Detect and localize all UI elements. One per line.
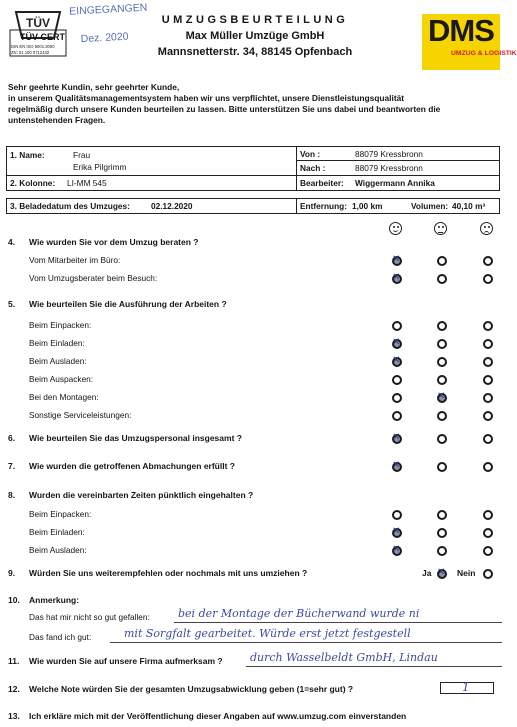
nach-label: Nach :: [300, 163, 326, 173]
von-cell: [296, 146, 500, 161]
volumen-value: 40,10 m³: [452, 201, 486, 211]
company-address: Mannsnetterstr. 34, 88145 Opfenbach: [157, 46, 353, 58]
q5-text: Wie beurteilen Sie die Ausführung der Arbeiten ?: [29, 299, 227, 309]
stamp-date-text: Dez. 2020: [80, 30, 129, 46]
datum-cell: [6, 198, 297, 214]
q5-row-2-option-0[interactable]: [392, 357, 402, 367]
q8-item-label: Beim Einladen:: [29, 527, 85, 537]
volumen-label: Volumen:: [411, 201, 449, 211]
q10-good-answer[interactable]: mit Sorgfalt gearbeitet. Würde erst jetzt festgestell: [124, 627, 411, 640]
q6-number: 6.: [8, 433, 16, 443]
neutral-face-icon: [434, 222, 447, 235]
q11-answer[interactable]: durch Wasselbeldt GmbH, Lindau: [250, 651, 438, 664]
q5-row-2-option-1[interactable]: [437, 357, 447, 367]
q5-row-1-option-0[interactable]: [392, 339, 402, 349]
datum-value: 02.12.2020: [151, 201, 193, 211]
q7-text: Wie wurden die getroffenen Abmachungen erfüllt ?: [29, 461, 235, 471]
q8-item-label: Beim Einpacken:: [29, 509, 92, 519]
entfernung-value: 1,00 km: [352, 201, 383, 211]
q5-row-4-option-1[interactable]: [437, 393, 447, 403]
tuv-cert-text: TÜV CERT: [20, 32, 65, 42]
q12-number: 12.: [8, 684, 20, 694]
company-name: Max Müller Umzüge GmbH: [185, 30, 325, 42]
dms-logo-sub: UMZUG & LOGISTIK: [451, 50, 517, 57]
q6-row-0-option-2[interactable]: [483, 434, 493, 444]
q10-bad-answer[interactable]: bei der Montage der Bücherwand wurde ni: [178, 607, 420, 620]
q5-item-label: Bei den Montagen:: [29, 392, 99, 402]
q9-number: 9.: [8, 568, 16, 578]
intro-line-3: regelmäßig durch unsere Kunden beurteilen zu lassen. Bitte unterstützen Sie uns dabei und beantworten die: [8, 104, 441, 114]
q4-row-0-option-1[interactable]: [437, 256, 447, 266]
q11-text: Wie wurden Sie auf unsere Firma aufmerksam ?: [29, 656, 223, 666]
bearbeiter-cell: [296, 175, 500, 191]
q4-row-0-option-0[interactable]: [392, 256, 402, 266]
q8-row-1-option-1[interactable]: [437, 528, 447, 538]
happy-face-icon: [389, 222, 402, 235]
q4-item-label: Vom Mitarbeiter im Büro:: [29, 255, 121, 265]
form-title: UMZUGSBEURTEILUNG: [161, 14, 349, 26]
q8-row-0-option-1[interactable]: [437, 510, 447, 520]
q6-row-0-option-0[interactable]: [392, 434, 402, 444]
q8-row-2-option-0[interactable]: [392, 546, 402, 556]
q8-row-0-option-0[interactable]: [392, 510, 402, 520]
q5-row-5-option-1[interactable]: [437, 411, 447, 421]
name-cell: [6, 146, 297, 176]
q8-row-1-option-0[interactable]: [392, 528, 402, 538]
svg-text:TÜV: TÜV: [26, 16, 50, 30]
tuv-norm-text: DIN EN ISO 9001:2000: [11, 44, 55, 49]
q8-item-label: Beim Ausladen:: [29, 545, 87, 555]
q9-ja-radio[interactable]: [437, 569, 447, 579]
q5-row-4-option-0[interactable]: [392, 393, 402, 403]
q10-bad-line: [174, 622, 502, 623]
q5-item-label: Sonstige Serviceleistungen:: [29, 410, 132, 420]
intro-text: [8, 82, 502, 126]
kolonne-value: LI-MM 545: [67, 178, 107, 188]
name-label: 1. Name:: [10, 150, 45, 160]
name-value: Erika Pilgrimm: [73, 162, 127, 172]
sad-face-icon: [480, 222, 493, 235]
q9-nein-label: Nein: [457, 568, 476, 578]
received-stamp: [61, 1, 148, 48]
bearbeiter-value: Wiggermann Annika: [355, 178, 435, 188]
q5-row-0-option-1[interactable]: [437, 321, 447, 331]
customer-info-table: [6, 146, 500, 214]
q4-row-0-option-2[interactable]: [483, 256, 493, 266]
q10-good-line: [110, 642, 502, 643]
q13-text: Ich erkläre mich mit der Veröffentlichung dieser Angaben auf www.umzug.com einverstanden: [29, 711, 407, 721]
q5-row-0-option-2[interactable]: [483, 321, 493, 331]
q5-row-0-option-0[interactable]: [392, 321, 402, 331]
q7-row-0-option-1[interactable]: [437, 462, 447, 472]
datum-label: 3. Beladedatum des Umzuges:: [10, 201, 130, 211]
q8-row-1-option-2[interactable]: [483, 528, 493, 538]
intro-line-4: untenstehenden Fragen.: [8, 115, 106, 125]
von-label: Von :: [300, 149, 321, 159]
distance-volume-cell: [296, 198, 500, 214]
kolonne-label: 2. Kolonne:: [10, 178, 56, 188]
bearbeiter-label: Bearbeiter:: [300, 178, 344, 188]
q5-row-3-option-2[interactable]: [483, 375, 493, 385]
dms-logo: [422, 13, 517, 70]
q5-row-3-option-1[interactable]: [437, 375, 447, 385]
q9-nein-radio[interactable]: [483, 569, 493, 579]
q5-item-label: Beim Einladen:: [29, 338, 85, 348]
q4-item-label: Vom Umzugsberater beim Besuch:: [29, 273, 158, 283]
nach-cell: [296, 160, 500, 176]
dms-logo-text: DMS: [428, 13, 494, 48]
kolonne-cell: [6, 175, 297, 191]
q4-number: 4.: [8, 237, 16, 247]
q12-text: Welche Note würden Sie der gesamten Umzugsabwicklung geben (1=sehr gut) ?: [29, 684, 354, 694]
tuv-reg-text: ZN: 01 100 0712432: [11, 50, 50, 55]
q10-number: 10.: [8, 595, 20, 605]
stamp-received-text: EINGEGANGEN: [68, 1, 148, 18]
q12-answer[interactable]: 1: [462, 680, 470, 694]
intro-greeting: Sehr geehrte Kundin, sehr geehrter Kunde,: [8, 82, 180, 92]
name-salutation: Frau: [73, 150, 91, 160]
q10-bad-label: Das hat mir nicht so gut gefallen:: [29, 612, 150, 622]
entfernung-label: Entfernung:: [300, 201, 348, 211]
q5-number: 5.: [8, 299, 16, 309]
q8-row-2-option-2[interactable]: [483, 546, 493, 556]
q7-row-0-option-0[interactable]: [392, 462, 402, 472]
q5-row-5-option-2[interactable]: [483, 411, 493, 421]
q5-item-label: Beim Auspacken:: [29, 374, 94, 384]
q6-row-0-option-1[interactable]: [437, 434, 447, 444]
q11-line: [246, 666, 502, 667]
q4-row-1-option-0[interactable]: [392, 274, 402, 284]
q5-row-2-option-2[interactable]: [483, 357, 493, 367]
nach-value: 88079 Kressbronn: [355, 163, 423, 173]
q7-number: 7.: [8, 461, 16, 471]
intro-line-2: in unserem Qualitätsmanagementsystem haben wir uns verpflichtet, unsere Dienstleistungsqualität: [8, 93, 405, 103]
q4-text: Wie wurden Sie vor dem Umzug beraten ?: [29, 237, 199, 247]
tuv-cert-logo: [8, 8, 68, 58]
q5-row-3-option-0[interactable]: [392, 375, 402, 385]
q8-number: 8.: [8, 490, 16, 500]
q4-row-1-option-2[interactable]: [483, 274, 493, 284]
q9-ja-label: Ja: [422, 568, 432, 578]
q8-text: Wurden die vereinbarten Zeiten pünktlich eingehalten ?: [29, 490, 254, 500]
q5-item-label: Beim Einpacken:: [29, 320, 92, 330]
company-header: [135, 12, 375, 60]
q5-row-5-option-0[interactable]: [392, 411, 402, 421]
q10-text: Anmerkung:: [29, 595, 80, 605]
q7-row-0-option-2[interactable]: [483, 462, 493, 472]
q11-number: 11.: [8, 656, 20, 666]
q5-row-4-option-2[interactable]: [483, 393, 493, 403]
q13-number: 13.: [8, 711, 20, 721]
q5-row-1-option-2[interactable]: [483, 339, 493, 349]
q9-text: Würden Sie uns weiterempfehlen oder nochmals mit uns umziehen ?: [29, 568, 308, 578]
q10-good-label: Das fand ich gut:: [29, 632, 92, 642]
von-value: 88079 Kressbronn: [355, 149, 423, 159]
q5-row-1-option-1[interactable]: [437, 339, 447, 349]
q5-item-label: Beim Ausladen:: [29, 356, 87, 366]
q8-row-0-option-2[interactable]: [483, 510, 493, 520]
q4-row-1-option-1[interactable]: [437, 274, 447, 284]
q6-text: Wie beurteilen Sie das Umzugspersonal insgesamt ?: [29, 433, 242, 443]
q8-row-2-option-1[interactable]: [437, 546, 447, 556]
